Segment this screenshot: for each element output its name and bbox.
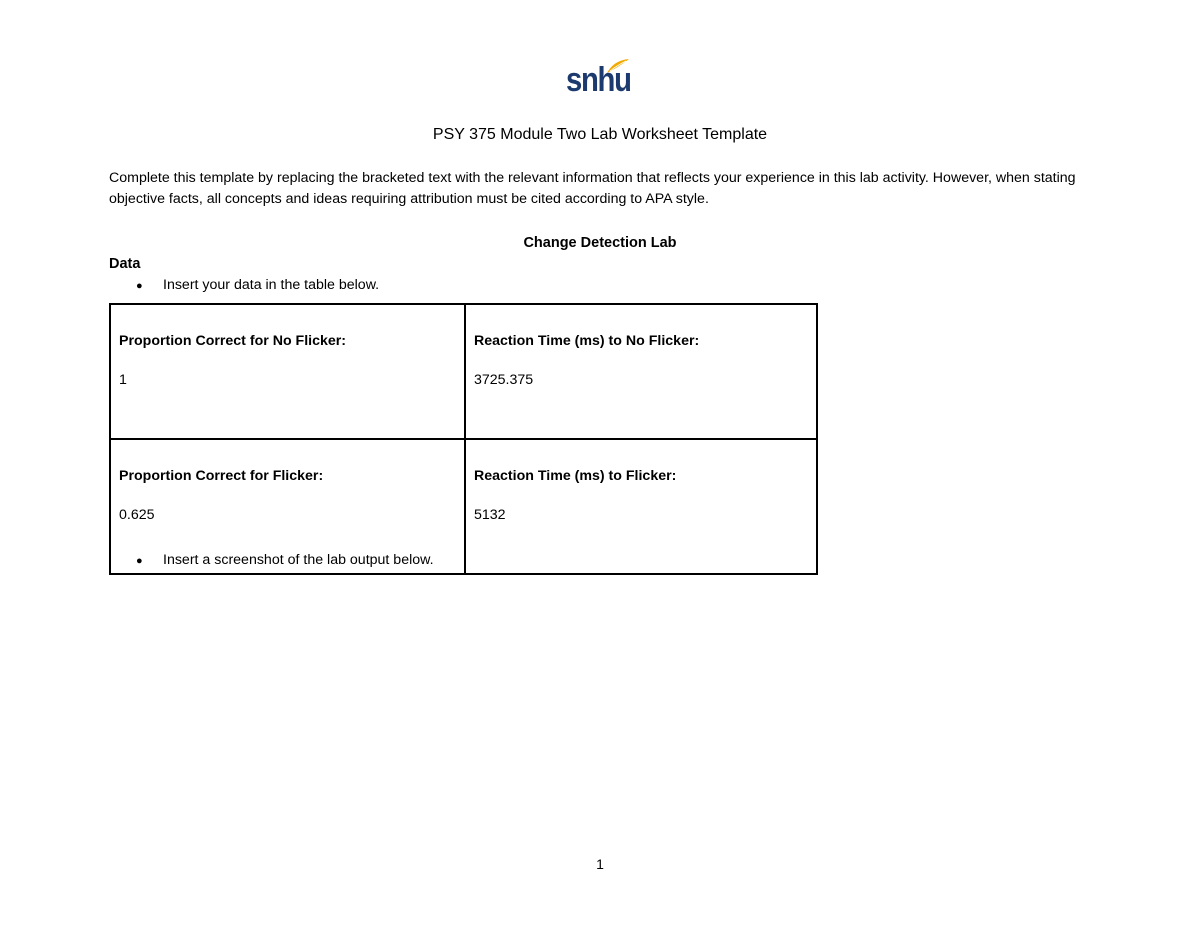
table-cell bbox=[465, 439, 817, 574]
bullet-icon: ● bbox=[136, 280, 143, 292]
cell-value: 3725.375 bbox=[474, 372, 534, 388]
section-title: Change Detection Lab bbox=[523, 235, 677, 251]
cell-label: Proportion Correct for Flicker: bbox=[119, 468, 324, 484]
cell-label: Reaction Time (ms) to No Flicker: bbox=[474, 333, 700, 349]
bullet-insert-screenshot bbox=[136, 550, 434, 571]
table-cell bbox=[110, 304, 465, 439]
intro-paragraph: Complete this template by replacing the bracketed text with the relevant information that reflects your experience in this lab activity. However, when stating objective facts, all concepts and ideas requiring attribution must be cited according to APA style. bbox=[109, 170, 1076, 207]
bullet-icon: ● bbox=[136, 555, 143, 567]
snhu-logo bbox=[566, 58, 630, 102]
logo-wordmark: snhu bbox=[566, 61, 631, 99]
cell-value: 0.625 bbox=[119, 507, 155, 523]
cell-value: 5132 bbox=[474, 507, 506, 523]
data-table bbox=[109, 303, 818, 575]
table-cell bbox=[465, 304, 817, 439]
cell-value: 1 bbox=[119, 372, 127, 388]
cell-label: Proportion Correct for No Flicker: bbox=[119, 333, 347, 349]
bullet-text: Insert a screenshot of the lab output below. bbox=[163, 552, 434, 568]
table-row bbox=[110, 304, 817, 439]
document-title: PSY 375 Module Two Lab Worksheet Template bbox=[432, 126, 768, 143]
page-number: 1 bbox=[596, 856, 604, 872]
bullet-text: Insert your data in the table below. bbox=[163, 277, 380, 293]
leaf-icon bbox=[606, 58, 630, 74]
cell-label: Reaction Time (ms) to Flicker: bbox=[474, 468, 677, 484]
bullet-insert-data bbox=[136, 275, 379, 296]
data-heading: Data bbox=[109, 256, 141, 272]
